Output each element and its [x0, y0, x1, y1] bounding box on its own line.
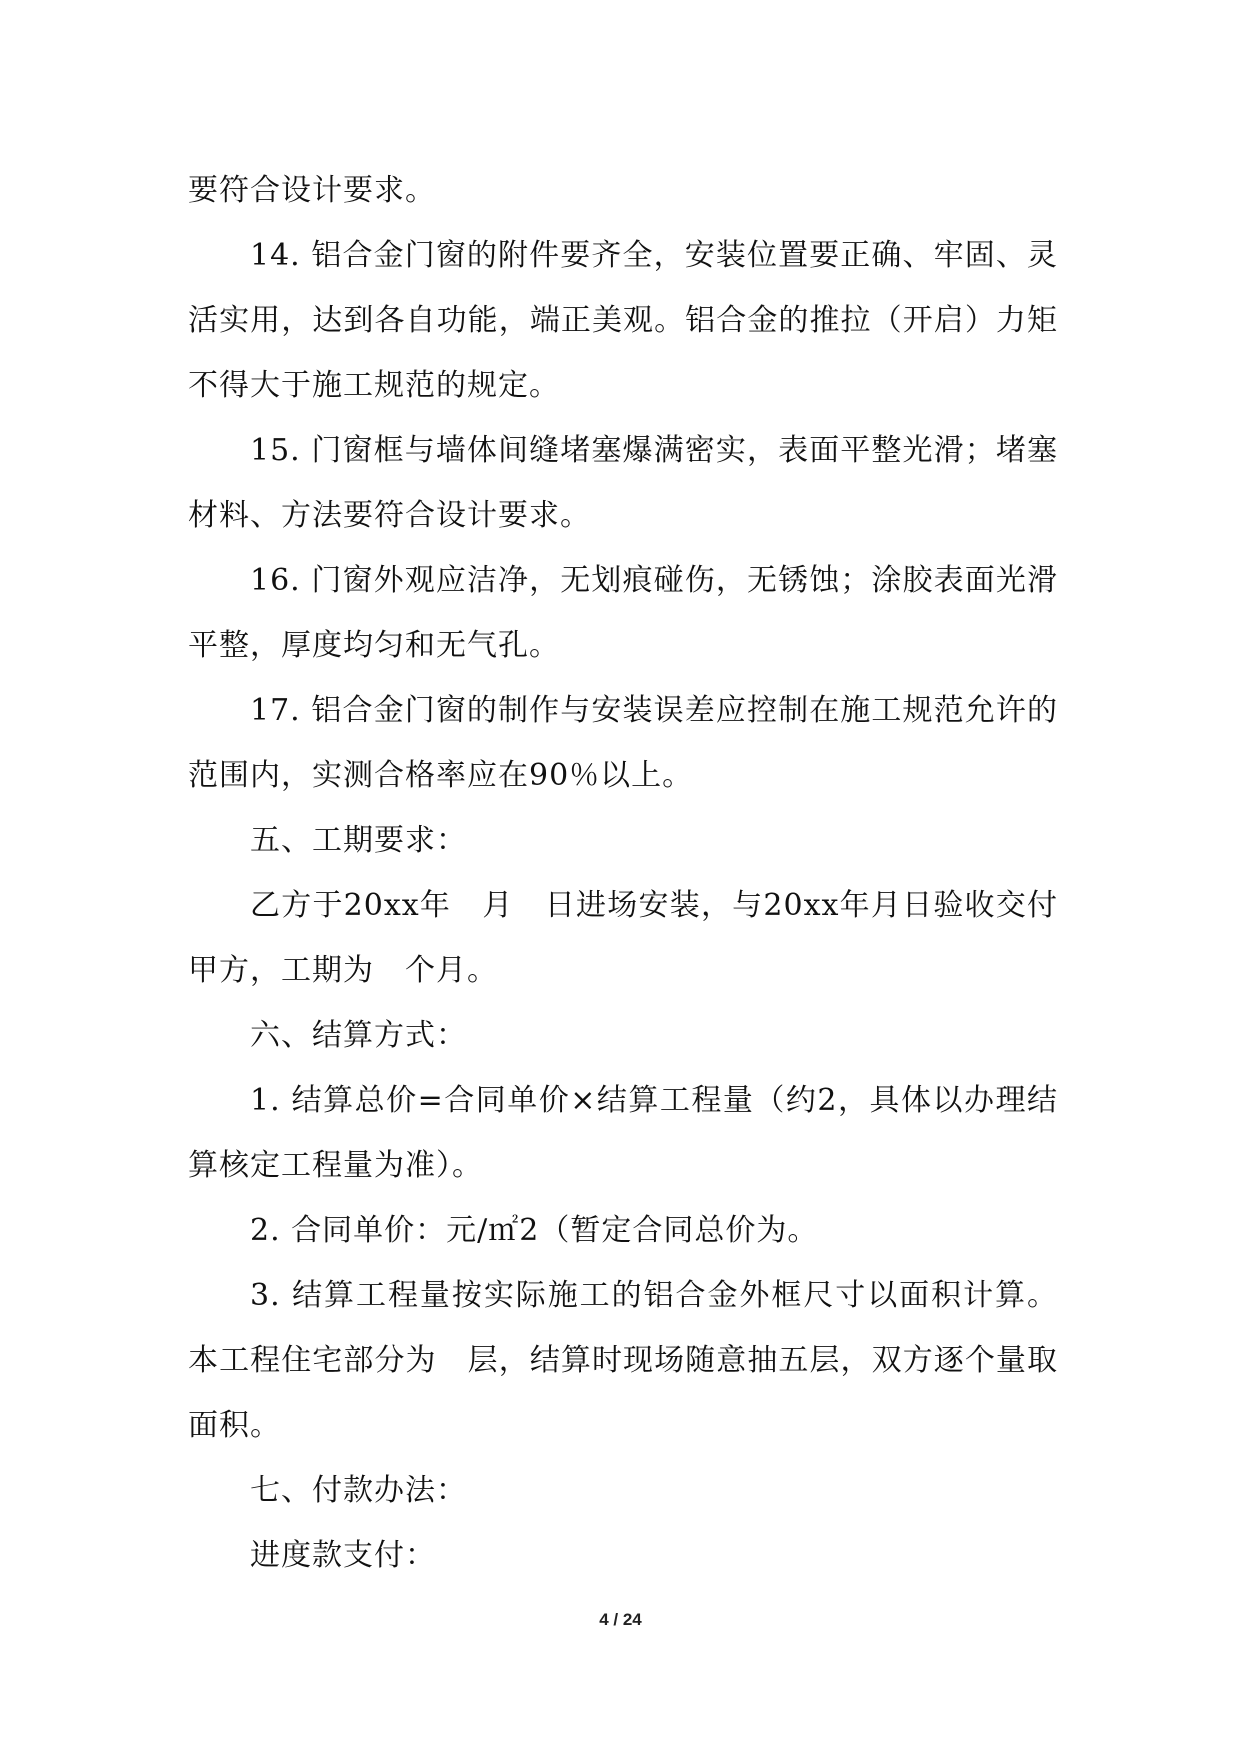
paragraph-item-16: 16. 门窗外观应洁净，无划痕碰伤，无锈蚀；涂胶表面光滑平整，厚度均匀和无气孔。: [188, 563, 1058, 663]
paragraph-progress-payment: 进度款支付：: [250, 1538, 436, 1573]
paragraph-item-17: 17. 铝合金门窗的制作与安装误差应控制在施工规范允许的范围内，实测合格率应在90％以上。: [188, 693, 1058, 793]
paragraph-item-14: 14. 铝合金门窗的附件要齐全，安装位置要正确、牢固、灵活实用，达到各自功能，端正美观。铝合金的推拉（开启）力矩不得大于施工规范的规定。: [188, 238, 1058, 403]
page-number: 4 / 24: [599, 1610, 642, 1629]
section-heading-settlement: 六、结算方式：: [250, 1018, 467, 1053]
paragraph-settlement-1: 1. 结算总价=合同单价×结算工程量（约2，具体以办理结算核定工程量为准）。: [188, 1083, 1058, 1183]
section-heading-schedule: 五、工期要求：: [250, 823, 467, 858]
section-heading-payment: 七、付款办法：: [250, 1473, 467, 1508]
paragraph-settlement-2: 2. 合同单价：元/㎡2（暂定合同总价为。: [250, 1213, 819, 1248]
paragraph-continuation: 要符合设计要求。: [188, 173, 436, 208]
document-body: [188, 158, 1058, 1588]
paragraph-item-15: 15. 门窗框与墙体间缝堵塞爆满密实，表面平整光滑；堵塞材料、方法要符合设计要求。: [188, 433, 1058, 533]
paragraph-schedule: 乙方于20xx年 月 日进场安装，与20xx年月日验收交付甲方，工期为 个月。: [188, 888, 1058, 988]
paragraph-settlement-3: 3. 结算工程量按实际施工的铝合金外框尺寸以面积计算。本工程住宅部分为 层，结算时现场随意抽五层，双方逐个量取面积。: [188, 1278, 1058, 1443]
